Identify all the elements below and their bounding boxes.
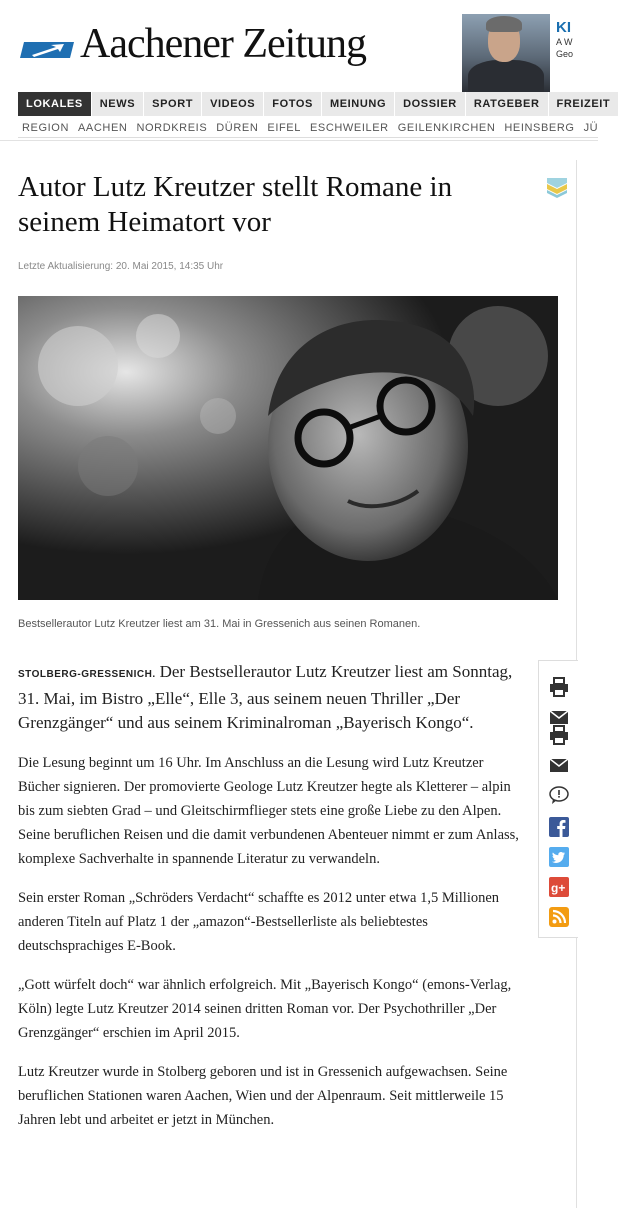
bookmark-icon[interactable] bbox=[545, 176, 569, 200]
googleplus-icon[interactable] bbox=[549, 877, 569, 897]
nav-item-freizeit[interactable]: FREIZEIT bbox=[549, 92, 619, 116]
subnav-item-nordkreis[interactable]: NORDKREIS bbox=[136, 122, 208, 134]
subnav-item-region[interactable]: REGION bbox=[22, 122, 69, 134]
logo-arrow-icon[interactable] bbox=[20, 38, 76, 62]
rss-icon[interactable] bbox=[549, 907, 569, 927]
portrait-illustration bbox=[18, 296, 558, 600]
promo-teaser[interactable] bbox=[556, 20, 598, 60]
main-nav bbox=[18, 92, 611, 116]
paragraph: „Gott würfelt doch“ war ähnlich erfolgreich. Mit „Bayerisch Kongo“ (emons-Verlag, Köln) legte Lutz Kreutzer 2014 seinen dritten Roman vor. Der Psychothriller „Der Grenzgänger“ erschien im April 2015. bbox=[18, 977, 512, 1041]
email-icon[interactable] bbox=[549, 755, 569, 775]
nav-item-fotos[interactable]: FOTOS bbox=[264, 92, 322, 116]
dateline: STOLBERG-GRESSENICH. bbox=[18, 669, 156, 680]
paragraph: Lutz Kreutzer wurde in Stolberg geboren und ist in Gressenich aufgewachsen. Seine beruflichen Stationen waren Aachen, Wien und der Alpenraum. Seit mittlerweile 15 Jahren lebt und arbeitet er jetzt in München. bbox=[18, 1064, 508, 1128]
facebook-icon[interactable] bbox=[549, 817, 569, 837]
svg-text:g+: g+ bbox=[551, 881, 566, 895]
regional-subnav bbox=[18, 118, 598, 138]
paragraph: Die Lesung beginnt um 16 Uhr. Im Anschluss an die Lesung wird Lutz Kreutzer Bücher signieren. Der promovierte Geologe Lutz Kreutzer hegte als Kletterer – alpin bis zum siebten Grad – und Gleitschirmflieger stets eine große Liebe zu den Alpen. Seine beruflichen Reisen und die damit verbundenen Abenteuer nimmt er zum Anlass, komplexe Sachverhalte in spannende Literatur zu verwandeln. bbox=[18, 755, 519, 867]
subnav-item-heinsberg[interactable]: HEINSBERG bbox=[504, 122, 575, 134]
promo-title: KI bbox=[556, 19, 571, 36]
subnav-item-aachen[interactable]: AACHEN bbox=[78, 122, 128, 134]
header-divider bbox=[0, 140, 598, 141]
photo-caption: Bestsellerautor Lutz Kreutzer liest am 31. Mai in Gressenich aus seinen Romanen. bbox=[18, 618, 421, 630]
subnav-item-juelich[interactable]: JÜ bbox=[583, 122, 599, 134]
site-logo[interactable]: Aachener Zeitung bbox=[80, 21, 367, 67]
nav-item-videos[interactable]: VIDEOS bbox=[202, 92, 264, 116]
subnav-item-eifel[interactable]: EIFEL bbox=[267, 122, 301, 134]
article-photo[interactable] bbox=[18, 296, 558, 600]
lead-paragraph bbox=[18, 660, 523, 735]
nav-item-sport[interactable]: SPORT bbox=[144, 92, 202, 116]
nav-item-news[interactable]: NEWS bbox=[92, 92, 144, 116]
article-headline: Autor Lutz Kreutzer stellt Romane in seinem Heimatort vor bbox=[18, 171, 453, 238]
email-icon[interactable] bbox=[549, 707, 569, 727]
twitter-icon[interactable] bbox=[549, 847, 569, 867]
nav-item-dossier[interactable]: DOSSIER bbox=[395, 92, 466, 116]
last-updated: Letzte Aktualisierung: 20. Mai 2015, 14:35 Uhr bbox=[18, 261, 224, 272]
paragraph: Sein erster Roman „Schröders Verdacht“ schaffte es 2012 unter etwa 1,5 Millionen anderen Titeln auf Platz 1 der „amazon“-Bestsellerliste als beliebtestes deutschsprachiges E-Book. bbox=[18, 890, 500, 954]
lead-text: Der Bestsellerautor Lutz Kreutzer liest am Sonntag, 31. Mai, im Bistro „Elle“, Elle 3, aus seinem neuen Thriller „Der Grenzgänger“ und aus seinem Kriminalroman „Bayerisch Kongo“. bbox=[18, 662, 513, 732]
subnav-item-geilenkirchen[interactable]: GEILENKIRCHEN bbox=[397, 122, 496, 134]
nav-item-meinung[interactable]: MEINUNG bbox=[322, 92, 395, 116]
article-body bbox=[18, 660, 523, 1147]
print-icon[interactable] bbox=[549, 725, 569, 745]
promo-line: A W bbox=[556, 37, 573, 47]
nav-item-ratgeber[interactable]: RATGEBER bbox=[466, 92, 549, 116]
print-icon[interactable] bbox=[549, 677, 569, 697]
comment-icon[interactable] bbox=[549, 785, 569, 805]
promo-line: Geo bbox=[556, 49, 574, 59]
share-toolbar bbox=[538, 660, 578, 938]
promo-image[interactable] bbox=[462, 14, 550, 92]
subnav-item-eschweiler[interactable]: ESCHWEILER bbox=[309, 122, 389, 134]
subnav-item-dueren[interactable]: DÜREN bbox=[216, 122, 259, 134]
site-header bbox=[0, 0, 598, 92]
nav-item-lokales[interactable]: LOKALES bbox=[18, 92, 92, 116]
